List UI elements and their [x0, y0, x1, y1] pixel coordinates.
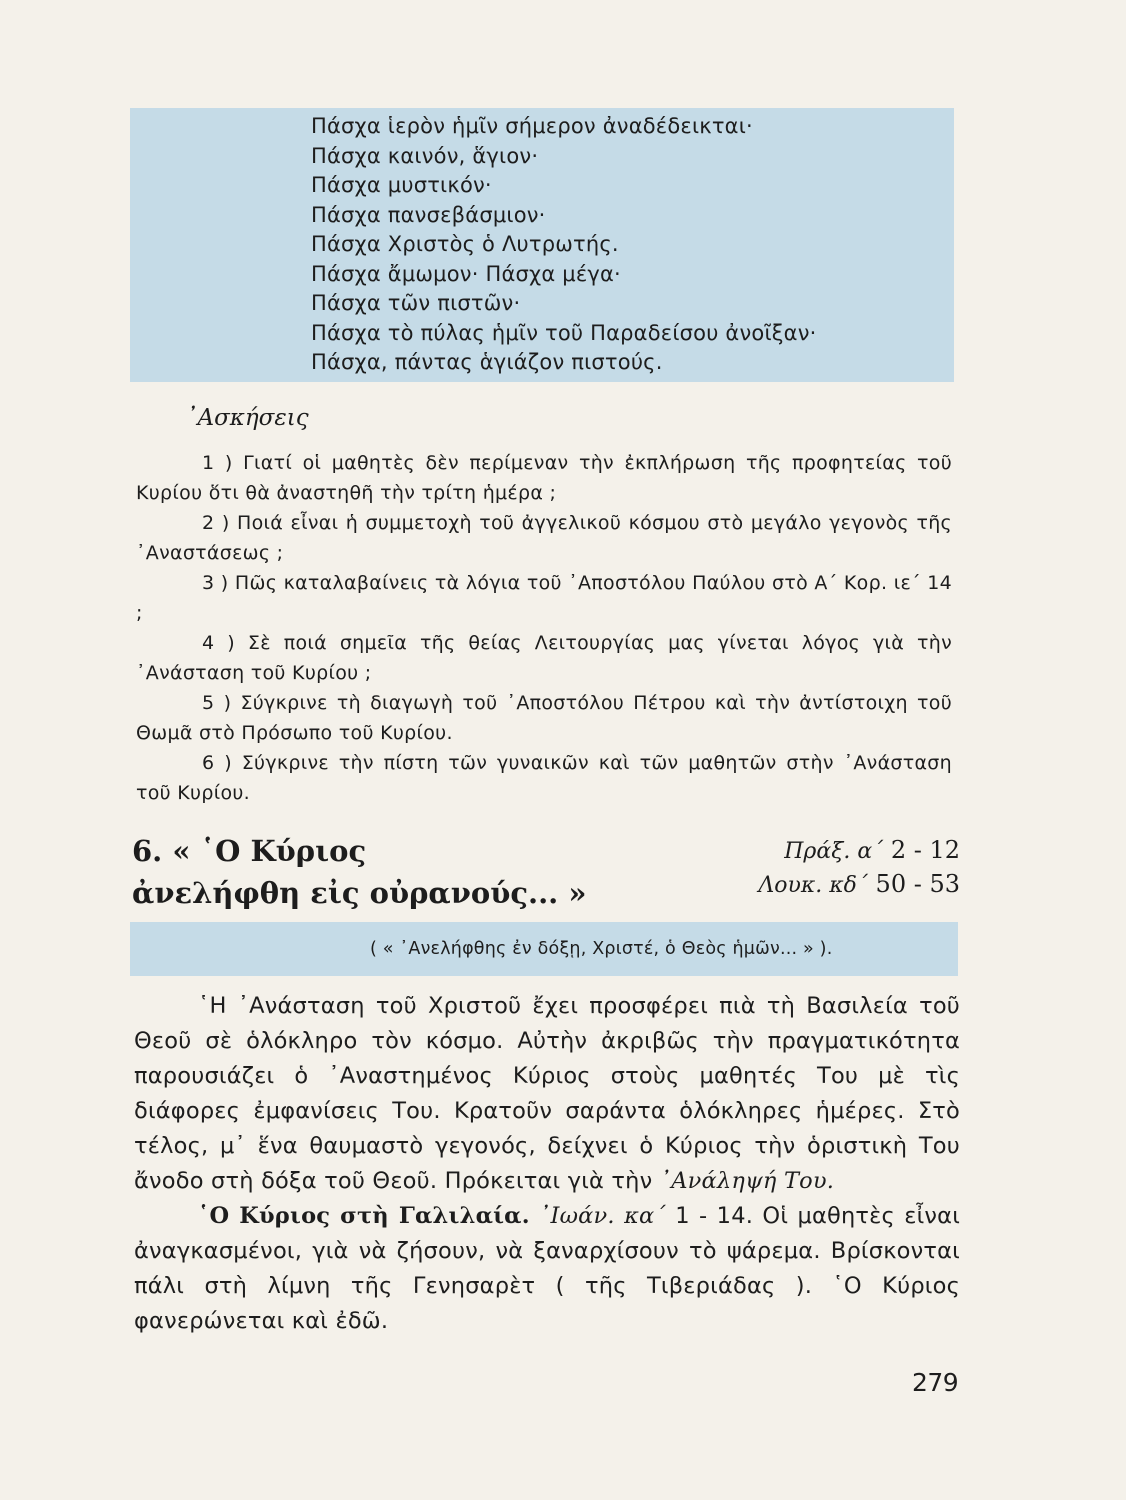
hymn-quote: ( « ᾿Ανελήφθης ἐν δόξῃ, Χριστέ, ὁ Θεὸς ἡμῶν... » ). [370, 939, 833, 959]
hymn-line: Πάσχα Χριστὸς ὁ Λυτρωτής. [311, 232, 619, 256]
hymn-line: Πάσχα τὸ πύλας ἡμῖν τοῦ Παραδείσου ἀνοῖξαν· [311, 320, 817, 345]
hymn-line: Πάσχα, πάντας ἁγιάζον πιστούς. [311, 350, 663, 374]
hymn-line: Πάσχα ἱερὸν ἡμῖν σήμερον ἀναδέδεικται· [311, 114, 753, 138]
reference-book: ᾿Ιωάν. κα΄ [539, 1203, 666, 1229]
scripture-reference [700, 868, 960, 902]
hymn-line: Πάσχα καινόν, ἅγιον· [311, 143, 539, 168]
italic-term: ᾿Ανάληψή Του. [659, 1168, 835, 1194]
reference-range: 50 - 53 [875, 870, 960, 898]
paragraph-text: ῾Η ᾿Ανάσταση τοῦ Χριστοῦ ἔχει προσφέρει πιὰ τὴ Βασιλεία τοῦ Θεοῦ σὲ ὁλόκληρο τὸν κόσμο. Αὐτὴν ἀκριβῶς τὴν πραγματικότητα παρουσιάζει ὁ ᾿Αναστημένος Κύριος στοὺς μαθητές Του μὲ τὶς διάφορες ἐμφανίσεις Του. Κρατοῦν σαράντα ὁλόκληρες ἡμέρες. Στὸ τέλος, μ᾿ ἕνα θαυμαστὸ γεγονός, δείχνει ὁ Κύριος τὴν ὁριστικὴ Του ἄνοδο στὴ δόξα τοῦ Θεοῦ. Πρόκειται γιὰ τὴν [134, 993, 960, 1194]
exercise-item: 1 ) Γιατί οἱ μαθητὲς δὲν περίμεναν τὴν ἐκπλήρωση τῆς προφητείας τοῦ Κυρίου ὅτι θὰ ἀναστηθῆ τὴν τρίτη ἡμέρα ; [136, 452, 952, 504]
reference-range: 1 - 14. [675, 1203, 754, 1229]
paschal-hymn [311, 112, 817, 378]
section-title-line: ἀνελήφθη εἰς οὐρανούς... » [132, 876, 587, 910]
page-number: 279 [912, 1368, 959, 1397]
reference-book: Λουκ. κδ΄ [758, 873, 868, 898]
exercise-item: 2 ) Ποιά εἶναι ἡ συμμετοχὴ τοῦ ἀγγελικοῦ κόσμου στὸ μεγάλο γεγονὸς τῆς ᾿Αναστάσεως ; [136, 512, 952, 564]
exercise-item: 4 ) Σὲ ποιά σημεῖα τῆς θείας Λειτουργίας μας γίνεται λόγος γιὰ τὴν ᾿Ανάσταση τοῦ Κυρίου ; [136, 632, 952, 684]
section-title [132, 830, 586, 914]
hymn-line: Πάσχα μυστικόν· [311, 173, 492, 197]
paragraph [134, 1199, 960, 1339]
scripture-references [700, 834, 960, 902]
hymn-line: Πάσχα πανσεβάσμιον· [311, 202, 546, 227]
exercise-item: 5 ) Σύγκρινε τὴ διαγωγὴ τοῦ ᾿Αποστόλου Πέτρου καὶ τὴν ἀντίστοιχη τοῦ Θωμᾶ στὸ Πρόσωπο τοῦ Κυρίου. [136, 692, 952, 744]
exercise-item: 3 ) Πῶς καταλαβαίνεις τὰ λόγια τοῦ ᾿Αποστόλου Παύλου στὸ Α΄ Κορ. ιε΄ 14 ; [136, 572, 952, 624]
paragraph-lead: ῾Ο Κύριος στὴ Γαλιλαία. [198, 1203, 530, 1229]
exercise-item: 6 ) Σύγκρινε τὴν πίστη τῶν γυναικῶν καὶ τῶν μαθητῶν στὴν ᾿Ανάσταση τοῦ Κυρίου. [136, 752, 952, 804]
hymn-line: Πάσχα ἄμωμον· Πάσχα μέγα· [311, 261, 621, 286]
exercises-heading: ᾿Ασκήσεις [186, 405, 309, 431]
reference-book: Πράξ. α΄ [784, 839, 884, 864]
reference-range: 2 - 12 [890, 836, 960, 864]
main-text [134, 989, 960, 1339]
paragraph [134, 989, 960, 1199]
hymn-line: Πάσχα τῶν πιστῶν· [311, 291, 521, 315]
scripture-reference [700, 834, 960, 868]
section-title-line: 6. « ῾Ο Κύριος [132, 834, 367, 868]
paragraph-text: Οἱ μαθητὲς εἶναι ἀναγκασμένοι, γιὰ νὰ ζήσουν, νὰ ξαναρχίσουν τὸ ψάρεμα. Βρίσκονται πάλι στὴ λίμνη τῆς Γενησαρὲτ ( τῆς Τιβεριάδας ). ῾Ο Κύριος φανερώνεται καὶ ἐδῶ. [134, 1203, 961, 1334]
exercises-list [136, 448, 952, 808]
